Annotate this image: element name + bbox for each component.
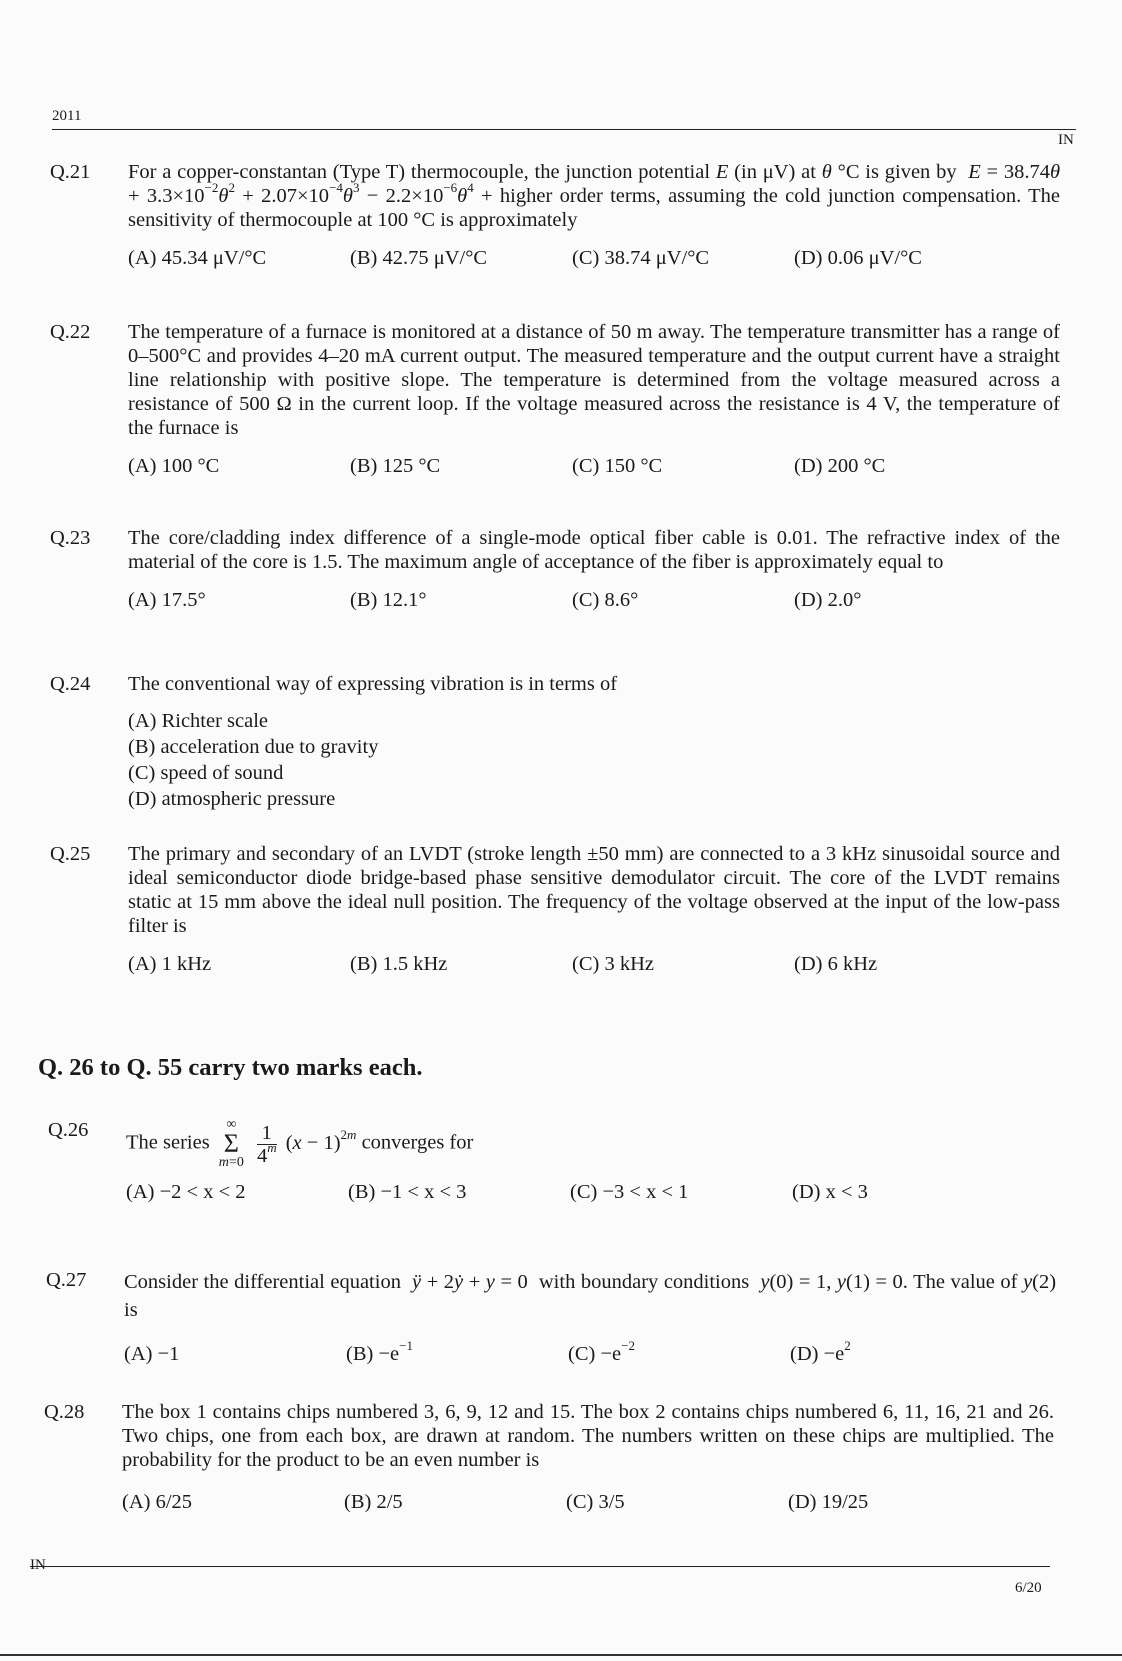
page-number: 6/20 (1015, 1580, 1042, 1596)
math-y2: y(2) (1023, 1271, 1057, 1293)
option-a: (A) 100 °C (128, 455, 220, 477)
option-a: (A) 17.5° (128, 589, 206, 611)
question-text: The box 1 contains chips numbered 3, 6, 9, 12 and 15. The box 2 contains chips numbered 6, 11, 16, 21 and 26. Two chips, one from each box, are drawn at random. The numbers written on these chips are multiplied. The probability for the product to be an even number is (122, 1401, 1054, 1471)
question-text: The temperature of a furnace is monitored at a distance of 50 m away. The temperature transmitter has a range of 0–500°C and provides 4–20 mA current output. The measured temperature and the output current have a straight line relationship with positive slope. The temperature is determined from the voltage measured across a resistance of 500 Ω in the current loop. If the voltage measured across the resistance is 4 V, the temperature of the furnace is (128, 321, 1060, 439)
option-d: (D) 6 kHz (794, 953, 878, 975)
summation-symbol: ∞ Σ m=0 (218, 1117, 244, 1170)
option-d: $(D) -e^2$ (790, 1338, 851, 1365)
question-25 (50, 842, 1080, 982)
option-c: (C) 150 °C (572, 455, 663, 477)
options-row (126, 1180, 1078, 1210)
scan-edge-line (0, 1654, 1122, 1656)
option-b: (B) 42.75 μV/°C (350, 247, 488, 269)
option-b: (B) 2/5 (344, 1491, 403, 1513)
option-d: (D) 19/25 (788, 1491, 869, 1513)
fraction: $\frac{1}{4^m}$ (256, 1121, 277, 1167)
options-row (122, 1490, 1074, 1520)
option-c: $(C) -e^{-2}$ (568, 1338, 635, 1365)
question-24 (50, 672, 1080, 812)
question-22 (50, 320, 1080, 484)
option-a: (A) 45.34 μV/°C (128, 247, 267, 269)
option-c: (C) −3 < x < 1 (570, 1181, 689, 1203)
option-b: (B) acceleration due to gravity (128, 736, 379, 758)
question-27 (46, 1268, 1076, 1372)
option-d: (D) 0.06 μV/°C (794, 247, 922, 269)
option-b: (B) 125 °C (350, 455, 441, 477)
section-heading: Q. 26 to Q. 55 carry two marks each. (38, 1054, 423, 1081)
option-a: (A) −1 (124, 1343, 180, 1365)
question-text: The series ∞ Σ m=0 $\frac{1}{4^m}$ $(x - 1)^{2m}$ converges for (126, 1117, 474, 1170)
options-row (124, 1338, 1076, 1372)
question-number: Q.27 (46, 1269, 87, 1291)
question-21 (50, 160, 1080, 276)
options-list (128, 708, 1080, 812)
question-number: Q.28 (44, 1401, 85, 1423)
option-d: (D) x < 3 (792, 1181, 868, 1203)
header-rule (52, 129, 1076, 130)
options-row (128, 246, 1080, 276)
question-text: For a copper-constantan (Type T) thermocouple, the junction potential E (in μV) at θ °C is given by $E = 38.74\theta + 3.3\times 10^{-2}\theta^2 + 2.07\times 10^{-4}\theta^3 - 2.2\times 10^{-6}\theta^4$ + higher order terms, assuming the cold junction compensation. The sensitivity of thermocouple at 100 °C is approximately (128, 161, 1061, 231)
option-c: (C) 3 kHz (572, 953, 654, 975)
option-b: (B) 1.5 kHz (350, 953, 448, 975)
question-text: The core/cladding index difference of a single-mode optical fiber cable is 0.01. The refractive index of the material of the core is 1.5. The maximum angle of acceptance of the fiber is approximately equal to (128, 527, 1060, 573)
math-theta: θ (821, 161, 832, 183)
question-number: Q.25 (50, 843, 91, 865)
header-year: 2011 (52, 108, 82, 124)
header-paper-code: IN (1058, 132, 1074, 148)
differential-equation: ÿ + 2ẏ + y = 0 (412, 1271, 534, 1293)
question-23 (50, 526, 1080, 618)
option-d: (D) atmospheric pressure (128, 788, 336, 810)
option-b: (B) −1 < x < 3 (348, 1181, 467, 1203)
option-a: (A) Richter scale (128, 710, 269, 732)
question-number: Q.24 (50, 673, 91, 695)
question-text: The primary and secondary of an LVDT (stroke length ±50 mm) are connected to a 3 kHz sinusoidal source and ideal semiconductor diode bridge-based phase sensitive demodulator circuit. The core of the LVDT remains static at 15 mm above the ideal null position. The frequency of the voltage observed at the input of the low-pass filter is (128, 843, 1060, 937)
thermocouple-equation: $E = 38.74\theta + 3.3\times 10^{-2}\theta^2 + 2.07\times 10^{-4}\theta^3 - 2.2\times 10^{-6}\theta^4$ (128, 161, 1061, 207)
question-26 (48, 1118, 1078, 1210)
option-b: (B) 12.1° (350, 589, 427, 611)
option-b: $(B) -e^{-1}$ (346, 1338, 413, 1365)
option-c: (C) 8.6° (572, 589, 639, 611)
series-term: $(x - 1)^{2m}$ (285, 1126, 357, 1154)
question-text: Consider the differential equation ÿ + 2ẏ + y = 0 with boundary conditions y(0) = 1, y(1) = 0. The value of y(2) is (124, 1271, 1057, 1321)
options-row (128, 952, 1080, 982)
option-a: (A) 6/25 (122, 1491, 193, 1513)
footer-paper-code: IN (30, 1557, 46, 1573)
option-d: (D) 2.0° (794, 589, 862, 611)
option-c: (C) 3/5 (566, 1491, 625, 1513)
question-number: Q.22 (50, 321, 91, 343)
option-c: (C) speed of sound (128, 762, 284, 784)
option-a: (A) 1 kHz (128, 953, 212, 975)
boundary-conditions: y(0) = 1, y(1) = 0. (760, 1271, 908, 1293)
question-number: Q.23 (50, 527, 91, 549)
option-d: (D) 200 °C (794, 455, 886, 477)
question-number: Q.26 (48, 1119, 89, 1141)
footer-rule (30, 1566, 1050, 1567)
options-row (128, 588, 1080, 618)
question-text: The conventional way of expressing vibration is in terms of (128, 673, 618, 695)
options-row (128, 454, 1080, 484)
question-28 (44, 1400, 1074, 1520)
math-E: E (715, 161, 729, 183)
option-c: (C) 38.74 μV/°C (572, 247, 710, 269)
option-a: (A) −2 < x < 2 (126, 1181, 246, 1203)
question-number: Q.21 (50, 161, 91, 183)
